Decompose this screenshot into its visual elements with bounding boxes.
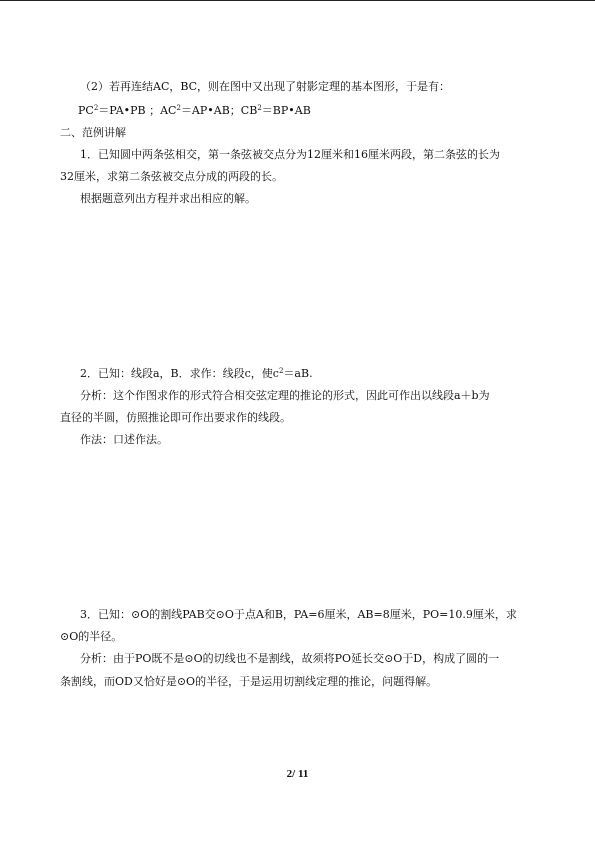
example2-analysis2: 直径的半圆，仿照推论即可作出要求作的线段。	[60, 411, 291, 424]
example2-analysis1: 分析：这个作图求作的形式符合相交弦定理的推论的形式，因此可作出以线段a＋b为	[80, 389, 490, 402]
header-rule	[0, 0, 595, 1]
example3-line1: 3．已知：⊙O的割线PAB交⊙O于点A和B，PA=6厘米，AB=8厘米，PO=10.9厘米，求	[80, 608, 517, 621]
example1-line1: 1．已知圆中两条弦相交，第一条弦被交点分为12厘米和16厘米两段，第二条弦的长为	[80, 148, 500, 161]
example3-analysis2: 条割线，而OD又恰好是⊙O的半径，于是运用切割线定理的推论，问题得解。	[60, 675, 438, 688]
formula-line: $PC^2=PA•PB$ ；$AC^2=AP•AB$；$CB^2=BP•AB$	[78, 104, 311, 117]
example2-method: 作法：口述作法。	[80, 433, 168, 446]
example3-analysis1: 分析：由于PO既不是⊙O的切线也不是割线，故须将PO延长交⊙O于D，构成了圆的一	[80, 652, 500, 665]
section-title: 二、范例讲解	[60, 126, 126, 139]
paragraph-shadow-theorem: （2）若再连结AC，BC，则在图中又出现了射影定理的基本图形，于是有：	[80, 80, 451, 93]
page-number: 2/ 11	[286, 768, 309, 780]
example1-line2: 32厘米，求第二条弦被交点分成的两段的长。	[60, 170, 283, 183]
example1-line3: 根据题意列出方程并求出相应的解。	[80, 192, 256, 205]
example3-line2: ⊙O的半径。	[60, 630, 123, 643]
example2-line1: 2．已知：线段a，B．求作：线段c，使$c^2=aB$.	[80, 367, 313, 380]
